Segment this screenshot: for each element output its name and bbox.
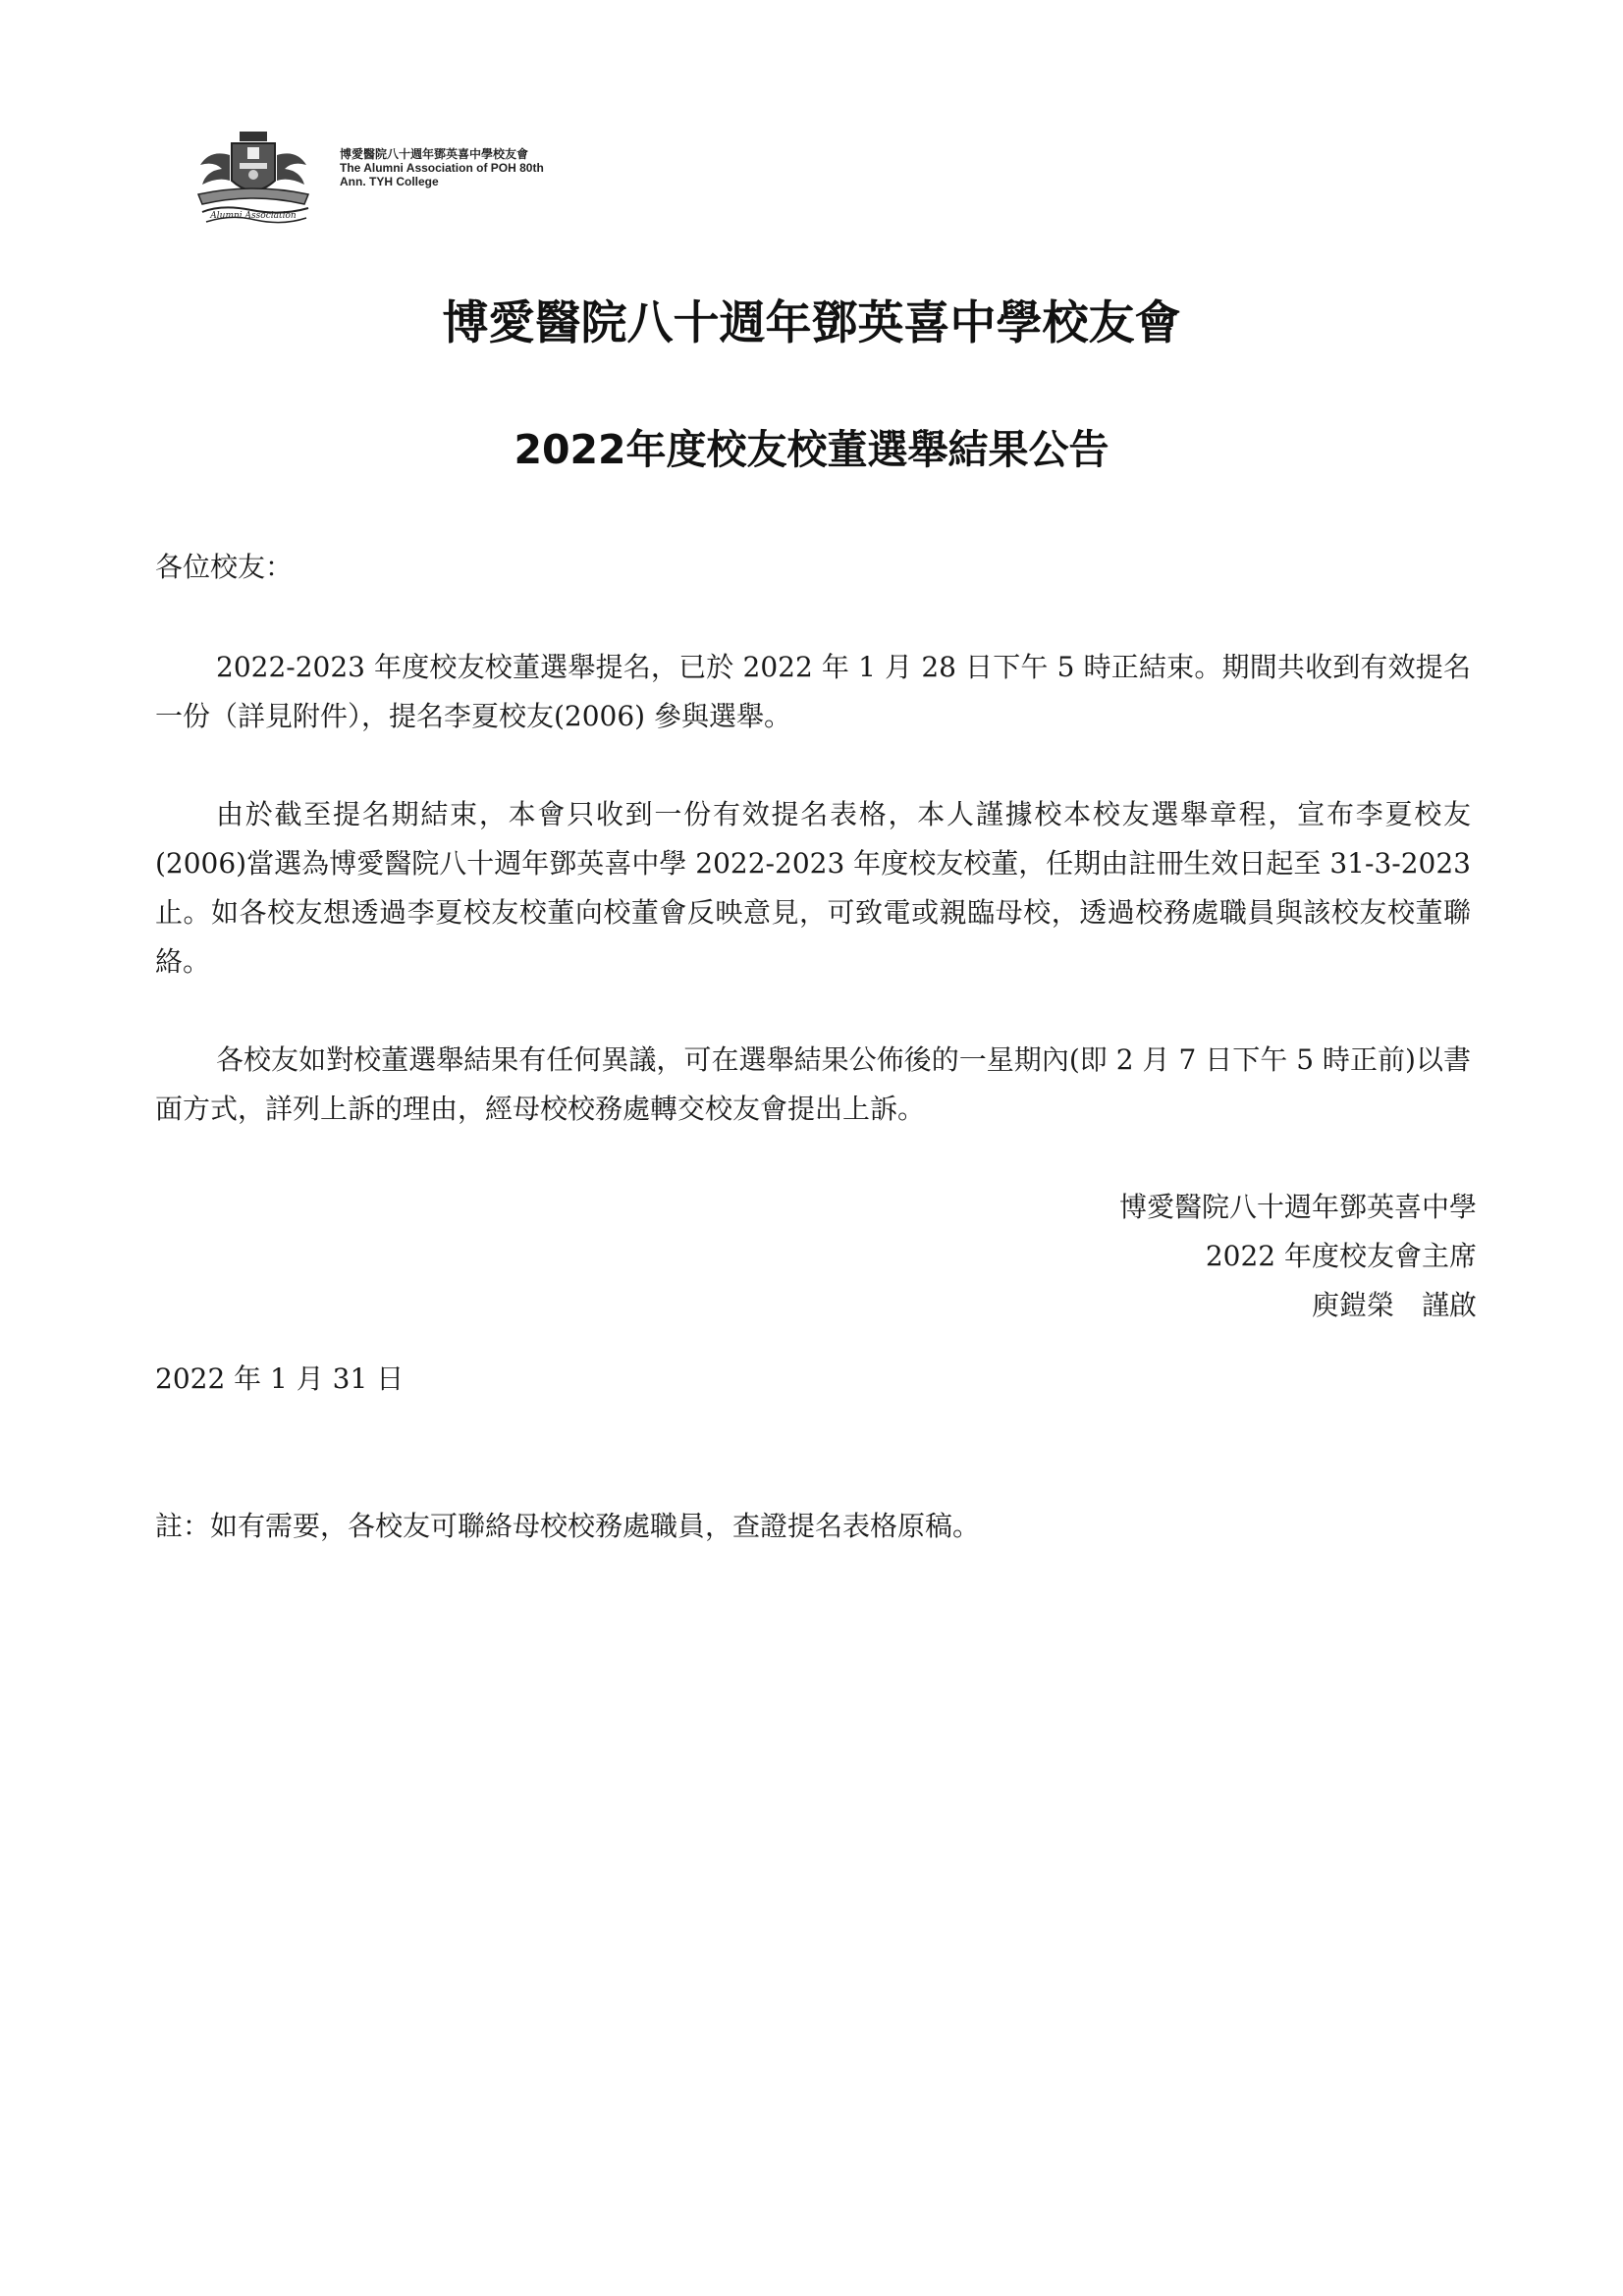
page-title: 博愛醫院八十週年鄧英喜中學校友會	[442, 296, 1181, 350]
signature-name: 庾鎧榮 謹啟	[1311, 1289, 1477, 1321]
greeting: 各位校友：	[155, 551, 294, 583]
alumni-emblem-icon	[192, 126, 314, 230]
logo-line-en2: Ann. TYH College	[340, 175, 439, 188]
header-logo	[192, 126, 605, 234]
emblem-lettering: Alumni Association	[210, 211, 297, 221]
signature-block	[884, 1183, 1477, 1330]
paragraph-nomination: 2022-2023 年度校友校董選舉提名，已於 2022 年 1 月 28 日下午 5 時正結束。期間共收到有效提名一份（詳見附件），提名李夏校友(2006) 參與選舉。	[155, 651, 1471, 732]
footnote: 註：如有需要，各校友可聯絡母校校務處職員，查證提名表格原稿。	[155, 1510, 981, 1542]
signature-role: 2022 年度校友會主席	[1205, 1240, 1477, 1272]
paragraph-appeal: 各校友如對校董選舉結果有任何異議，可在選舉結果公佈後的一星期內(即 2 月 7 日下午 5 時正前)以書面方式，詳列上訴的理由，經母校校務處轉交校友會提出上訴。	[155, 1043, 1471, 1125]
logo-text	[340, 147, 544, 188]
logo-line-zh: 博愛醫院八十週年鄧英喜中學校友會	[340, 147, 529, 161]
paragraph-election-result: 由於截至提名期結束，本會只收到一份有效提名表格，本人謹據校本校友選舉章程，宣布李夏校友(2006)當選為博愛醫院八十週年鄧英喜中學 2022-2023 年度校友校董，任期由註冊生效日起至 31-3-2023 止。如各校友想透過李夏校友校董向校董會反映意見，可致電或親臨母校，透過校務處職員與該校友校董聯絡。	[155, 798, 1471, 978]
signature-org: 博愛醫院八十週年鄧英喜中學	[1118, 1191, 1477, 1223]
logo-line-en1: The Alumni Association of POH 80th	[340, 161, 544, 175]
page-subtitle: 2022年度校友校董選舉結果公告	[514, 426, 1109, 473]
document-date: 2022 年 1 月 31 日	[155, 1362, 405, 1395]
